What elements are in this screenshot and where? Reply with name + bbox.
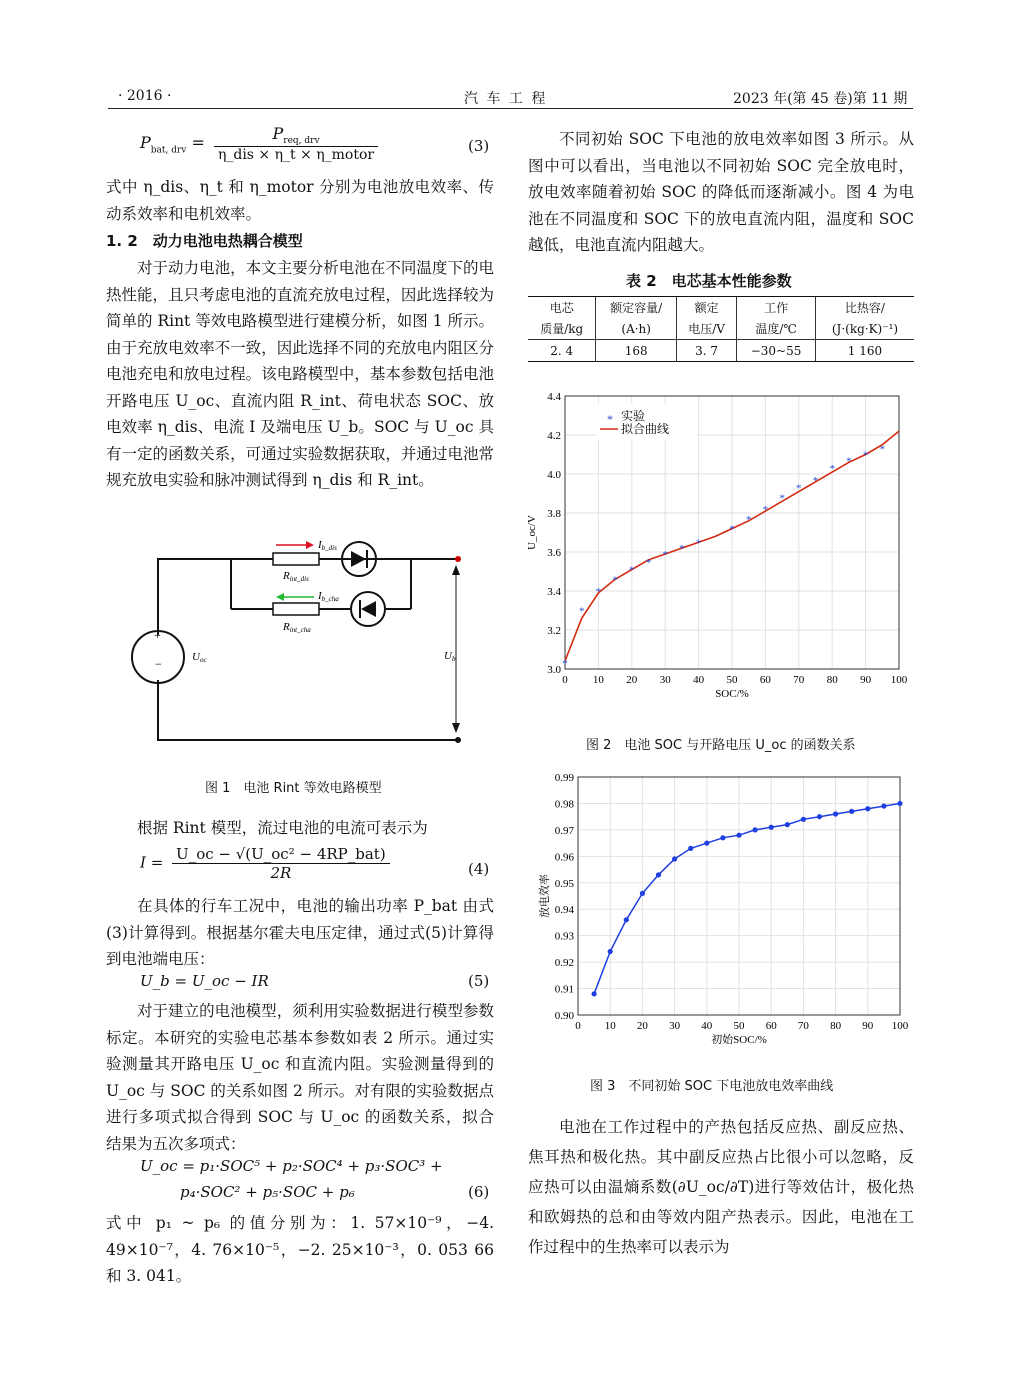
y-tick-label: 0.95 bbox=[554, 877, 574, 890]
y-tick-label: 0.92 bbox=[554, 957, 574, 970]
resistor-charge bbox=[273, 603, 319, 615]
x-axis-label: SOC/% bbox=[715, 688, 749, 700]
equation-4-number: (4) bbox=[468, 860, 490, 878]
x-tick-label: 20 bbox=[636, 1020, 648, 1032]
x-tick-label: 70 bbox=[793, 674, 805, 686]
data-point: * bbox=[796, 482, 802, 495]
y-tick-label: 3.0 bbox=[547, 664, 561, 676]
y-tick-label: 4.2 bbox=[547, 430, 561, 442]
x-tick-label: 70 bbox=[797, 1020, 809, 1032]
data-point bbox=[817, 814, 822, 819]
figure-1-caption: 图 1 电池 Rint 等效电路模型 bbox=[205, 781, 382, 796]
paragraph-output-power: 在具体的行车工况中，电池的输出功率 P_bat 由式(3)计算得到。根据基尔霍夫电压定律，通过式(5)计算得到电池端电压： bbox=[106, 897, 494, 968]
data-point: * bbox=[862, 449, 869, 462]
x-tick-label: 0 bbox=[562, 674, 568, 686]
data-point: * bbox=[662, 548, 668, 561]
figure-3-caption: 图 3 不同初始 SOC 下电池放电效率曲线 bbox=[590, 1079, 834, 1094]
table-cell: 1 160 bbox=[815, 340, 914, 362]
y-tick-label: 3.4 bbox=[547, 586, 561, 598]
data-point: * bbox=[745, 513, 752, 526]
table-header: 额定容量/ bbox=[596, 297, 677, 319]
data-point bbox=[785, 822, 790, 827]
x-tick-label: 80 bbox=[830, 1020, 842, 1032]
equation-5: U_b = U_oc − IR bbox=[140, 972, 269, 990]
x-tick-label: 90 bbox=[860, 674, 872, 686]
data-point bbox=[592, 991, 597, 996]
equation-6-line-1: U_oc = p₁·SOC⁵ + p₂·SOC⁴ + p₃·SOC³ + bbox=[140, 1157, 443, 1175]
label-r-cha: Rint_cha bbox=[283, 621, 311, 634]
equation-3-number: (3) bbox=[468, 137, 490, 155]
label-i-dis: Ib_dis bbox=[318, 539, 337, 552]
data-point bbox=[720, 835, 725, 840]
y-axis-label: U_oc/V bbox=[526, 515, 538, 550]
data-point bbox=[640, 891, 645, 896]
table-header: 质量/kg bbox=[540, 322, 584, 336]
data-point: * bbox=[779, 492, 785, 505]
arrow-charge-icon bbox=[276, 593, 284, 601]
y-tick-label: 0.91 bbox=[554, 983, 574, 996]
y-tick-label: 0.99 bbox=[554, 772, 574, 784]
data-point bbox=[897, 801, 902, 806]
data-point bbox=[608, 949, 613, 954]
paragraph-heat-generation: 电池在工作过程中的产热包括反应热、副反应热、焦耳热和极化热。其中副反应热占比很小可以忽略，反应热可以由温熵系数(∂U_oc/∂T)进行等效估计，极化热和欧姆热的总和由等效内阻产热表示。因此，电池在工作过程中的生热率可以表示为 bbox=[528, 1118, 914, 1256]
rint-circuit-diagram bbox=[128, 535, 478, 750]
x-tick-label: 90 bbox=[862, 1020, 874, 1032]
legend-marker-icon: * bbox=[607, 412, 613, 426]
x-tick-label: 30 bbox=[659, 674, 671, 686]
y-tick-label: 0.90 bbox=[554, 1010, 574, 1022]
data-point bbox=[881, 803, 886, 808]
header-rule bbox=[108, 108, 913, 109]
arrow-discharge-icon bbox=[306, 541, 314, 549]
table-header: 额定 bbox=[676, 297, 736, 319]
data-point: * bbox=[829, 463, 835, 476]
label-i-cha: Ib_cha bbox=[318, 590, 339, 603]
data-point bbox=[769, 825, 774, 830]
y-tick-label: 4.4 bbox=[547, 391, 561, 403]
data-point: * bbox=[695, 537, 702, 550]
data-point bbox=[672, 856, 677, 861]
equation-5-number: (5) bbox=[468, 972, 490, 990]
data-point: * bbox=[629, 564, 635, 577]
data-point: * bbox=[612, 574, 618, 587]
diode-charge-icon bbox=[361, 601, 376, 617]
y-tick-label: 0.97 bbox=[554, 824, 574, 837]
equation-6-number: (6) bbox=[468, 1183, 490, 1201]
data-point: * bbox=[645, 556, 652, 569]
data-point bbox=[656, 872, 661, 877]
cell-parameters-table bbox=[528, 296, 914, 362]
table-header: 温度/℃ bbox=[737, 318, 816, 340]
data-point bbox=[704, 841, 709, 846]
x-axis-label: 初始SOC/% bbox=[711, 1034, 767, 1046]
x-tick-label: 0 bbox=[575, 1020, 581, 1032]
x-tick-label: 20 bbox=[626, 674, 638, 686]
y-axis-label: 放电效率 bbox=[539, 874, 551, 918]
x-tick-label: 60 bbox=[765, 1020, 777, 1032]
legend-entry: 实验 bbox=[621, 409, 646, 423]
data-point: * bbox=[846, 455, 852, 468]
label-plus: + bbox=[154, 628, 161, 642]
data-point: * bbox=[595, 586, 602, 598]
equation-4: I = $\frac{\text{U\_oc − √(U\_oc² − 4RP\_bat)}}{2R}$ bbox=[140, 845, 390, 882]
table-header: 电压/V bbox=[676, 318, 736, 340]
data-point bbox=[849, 809, 854, 814]
table-header: (A·h) bbox=[596, 318, 677, 340]
data-point bbox=[833, 811, 838, 816]
data-point: * bbox=[879, 443, 886, 456]
table-cell: −30~55 bbox=[737, 340, 816, 362]
x-tick-label: 60 bbox=[759, 674, 771, 686]
equation-3: $P_{bat, drv}$ = $\frac{P_{req, drv}}{\text{η\_dis × η\_t × η\_motor}}$ bbox=[140, 124, 380, 163]
y-tick-label: 0.93 bbox=[554, 930, 574, 943]
x-tick-label: 100 bbox=[890, 674, 908, 686]
x-tick-label: 80 bbox=[826, 674, 838, 686]
y-tick-label: 4.0 bbox=[547, 469, 561, 481]
label-minus: − bbox=[155, 657, 162, 671]
paragraph-current: 根据 Rint 模型，流过电池的电流可表示为 bbox=[137, 819, 428, 837]
y-tick-label: 3.6 bbox=[547, 547, 561, 559]
data-point: * bbox=[812, 474, 819, 487]
data-point bbox=[801, 817, 806, 822]
page-number: · 2016 · bbox=[118, 88, 172, 104]
paragraph-calibration: 对于建立的电池模型，须利用实验数据进行模型参数标定。本研究的实验电芯基本参数如表 2 所示。通过实验测量其开路电压 U_oc 和直流内阻。实验测量得到的 U_oc 与 SOC 的关系如图 2 所示。对有限的实验数据点进行多项式拟合得到 SOC 与 U_oc 的函数关系，拟合结果为五次多项式： bbox=[106, 1002, 494, 1153]
table-header: 工作 bbox=[737, 297, 816, 319]
paragraph-discharge-efficiency: 不同初始 SOC 下电池的放电效率如图 3 所示。从图中可以看出，当电池以不同初始 SOC 完全放电时，放电效率随着初始 SOC 的降低而逐渐减小。图 4 为电池在不同温度和 SOC 下的放电直流内阻，温度和 SOC 越低，电池直流内阻越大。 bbox=[528, 130, 914, 254]
data-point bbox=[624, 917, 629, 922]
data-point: * bbox=[578, 605, 585, 618]
table-cell: 3. 7 bbox=[676, 340, 736, 362]
data-point bbox=[865, 806, 870, 811]
x-tick-label: 40 bbox=[693, 674, 705, 686]
paragraph-rint-model: 对于动力电池，本文主要分析电池在不同温度下的电热性能，且只考虑电池的直流充放电过程，因此选择较为简单的 Rint 等效电路模型进行建模分析，如图 1 所示。由于充放电效率不一致，因此选择不同的充放电内阻区分电池充电和放电过程。该电路模型中，基本参数包括电池开路电压 U_oc、直流内阻 R_int、荷电状态 SOC、放电效率 η_dis、电流 I 及端电压 U_b。SOC 与 U_oc 具有一定的函数关系，可通过实验数据获取，并通过电池常规充放电实验和脉冲测试得到 η_dis 和 R_int。 bbox=[106, 259, 494, 489]
equation-6-line-2: p₄·SOC² + p₅·SOC + p₆ bbox=[180, 1183, 355, 1201]
resistor-discharge bbox=[273, 553, 319, 565]
x-tick-label: 50 bbox=[726, 674, 738, 686]
x-tick-label: 30 bbox=[669, 1020, 681, 1032]
x-tick-label: 10 bbox=[592, 674, 604, 686]
paragraph-efficiency: 式中 η_dis、η_t 和 η_motor 分别为电池放电效率、传动系效率和电机效率。 bbox=[106, 178, 494, 223]
label-uoc: Uoc bbox=[192, 651, 207, 664]
ocv-soc-chart bbox=[520, 380, 920, 710]
data-point: * bbox=[562, 658, 568, 671]
y-tick-label: 3.2 bbox=[547, 625, 561, 637]
table-header: (J·(kg·K)⁻¹) bbox=[815, 318, 914, 340]
x-tick-label: 10 bbox=[604, 1020, 616, 1032]
data-point: * bbox=[762, 504, 769, 517]
data-point: * bbox=[729, 523, 735, 536]
x-tick-label: 100 bbox=[891, 1020, 909, 1032]
journal-name: 汽 车 工 程 bbox=[464, 91, 548, 107]
x-tick-label: 40 bbox=[701, 1020, 713, 1032]
y-tick-label: 3.8 bbox=[547, 508, 561, 520]
section-heading: 1. 2 动力电池电热耦合模型 bbox=[106, 232, 303, 250]
label-r-dis: Rint_dis bbox=[283, 570, 309, 583]
data-point bbox=[736, 833, 741, 838]
table-header: 比热容/ bbox=[815, 297, 914, 319]
table-cell: 2. 4 bbox=[528, 340, 596, 362]
issue-info: 2023 年(第 45 卷)第 11 期 bbox=[733, 91, 908, 107]
y-tick-label: 0.98 bbox=[554, 798, 574, 811]
figure-2-caption: 图 2 电池 SOC 与开路电压 U_oc 的函数关系 bbox=[586, 738, 856, 753]
diode-discharge-icon bbox=[351, 551, 366, 567]
y-tick-label: 0.94 bbox=[554, 904, 574, 917]
legend-entry: 拟合曲线 bbox=[621, 422, 670, 436]
label-ub: Ub bbox=[444, 650, 456, 663]
data-point: * bbox=[679, 543, 685, 556]
y-tick-label: 0.96 bbox=[554, 851, 574, 864]
efficiency-line bbox=[594, 803, 900, 993]
table-2-title: 表 2 电芯基本性能参数 bbox=[626, 272, 792, 290]
table-header: 电芯 bbox=[528, 297, 596, 319]
table-cell: 168 bbox=[596, 340, 677, 362]
discharge-efficiency-chart bbox=[520, 765, 920, 1060]
data-point bbox=[688, 846, 693, 851]
data-point bbox=[753, 827, 758, 832]
paragraph-coefficients: 式中 p₁ ~ p₆ 的值分别为：1. 57×10⁻⁹，−4. 49×10⁻⁷，4. 76×10⁻⁵，−2. 25×10⁻³，0. 053 66 和 3. 041。 bbox=[106, 1214, 494, 1285]
x-tick-label: 50 bbox=[733, 1020, 745, 1032]
